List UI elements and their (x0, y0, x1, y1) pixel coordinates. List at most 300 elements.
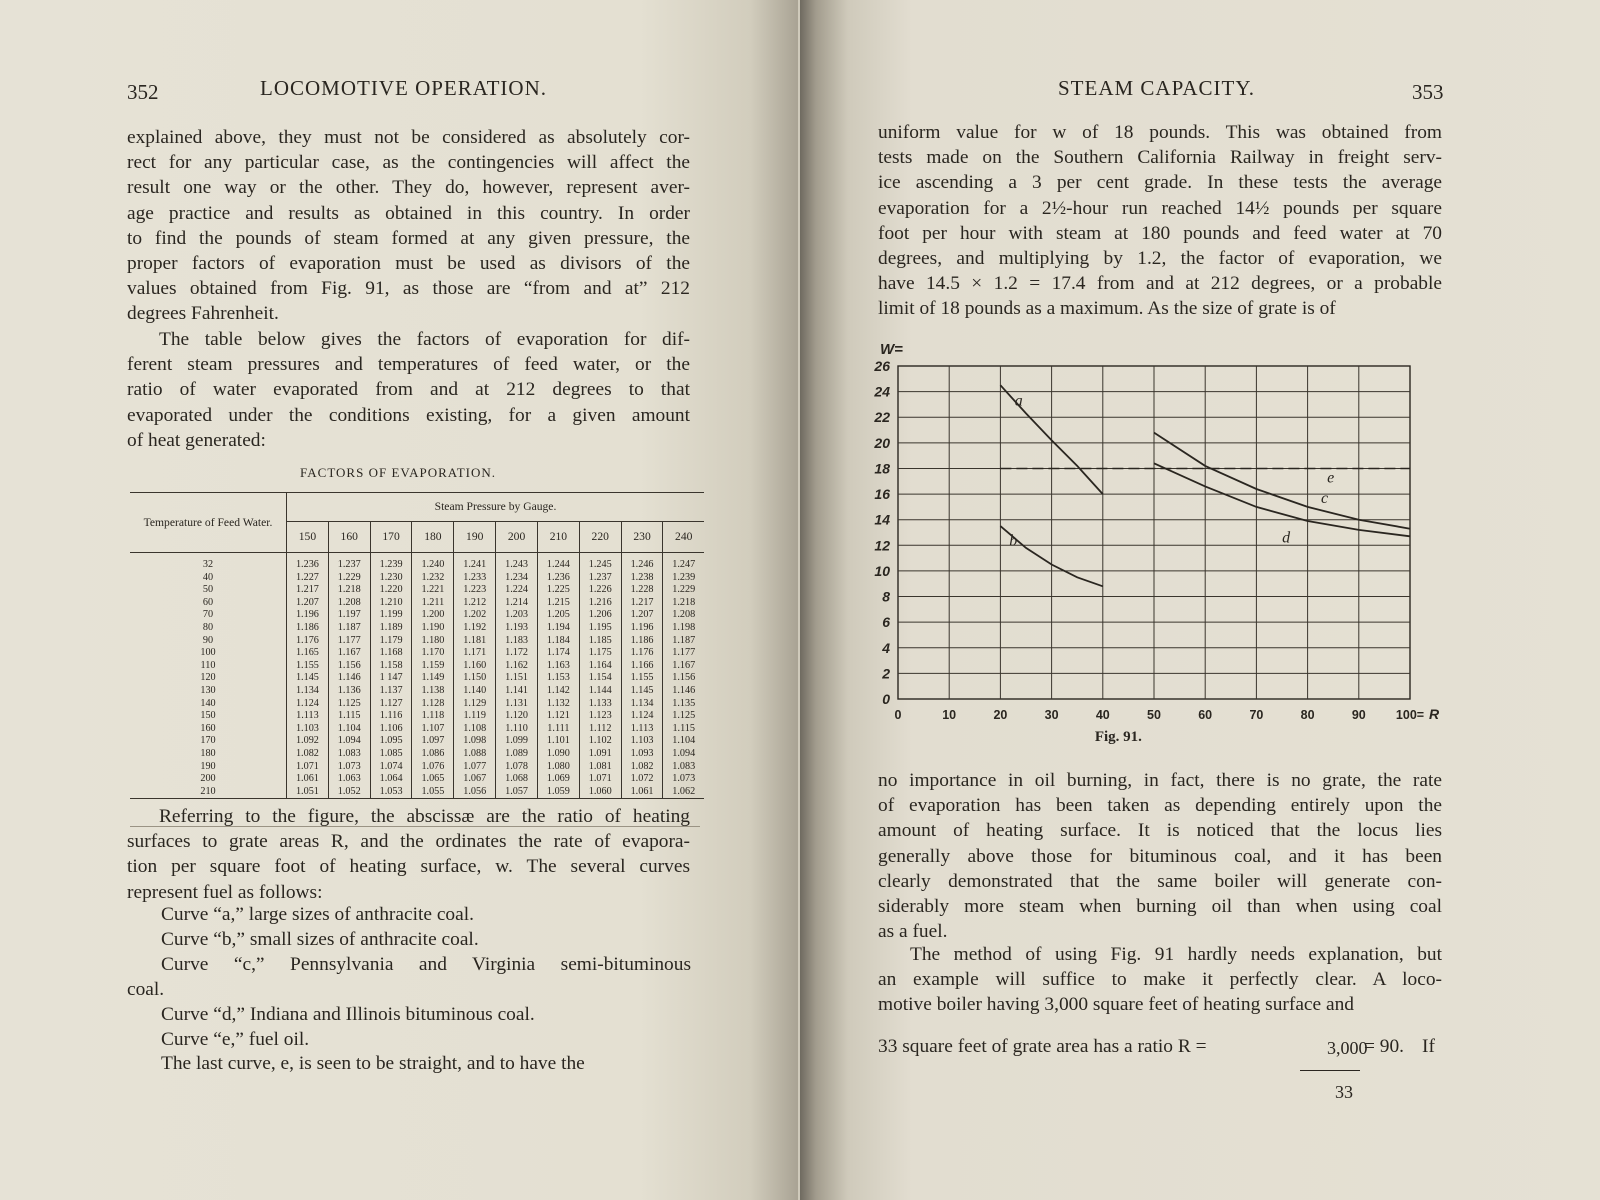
factor-cell: 1.135 (663, 698, 704, 711)
feed-water-temperature: 50 (202, 584, 214, 596)
factor-cell: 1.129 (454, 698, 496, 711)
factor-cell: 1.085 (370, 748, 412, 761)
text-line: result one way or the other. They do, however, represent aver- (127, 177, 690, 199)
factor-cell: 1.125 (328, 698, 370, 711)
factor-cell: 1.131 (496, 698, 538, 711)
factor-cell: 1.065 (412, 773, 454, 786)
pressure-column-header: 210 (537, 522, 579, 553)
factor-cell: 1.124 (621, 710, 663, 723)
factor-cell: 1.196 (287, 609, 329, 622)
text-line: explained above, they must not be considered as absolutely cor- (127, 127, 690, 148)
pressure-column-header: 150 (287, 522, 329, 553)
text-line: an example will suffice to make it perfectly clear. A loco- (878, 969, 1442, 991)
y-tick-label: 6 (882, 614, 890, 631)
factor-cell: 1.112 (579, 723, 621, 736)
text-line: degrees Fahrenheit. (127, 303, 279, 325)
feed-water-temperature: 100 (200, 647, 216, 659)
factor-cell: 1.247 (663, 553, 704, 572)
factor-cell: 1.218 (328, 584, 370, 597)
table-row (130, 698, 704, 711)
factor-cell: 1.145 (287, 672, 329, 685)
factor-cell: 1.099 (496, 735, 538, 748)
factor-cell: 1.061 (287, 773, 329, 786)
factor-cell: 1 147 (370, 672, 412, 685)
factor-cell: 1.244 (537, 553, 579, 572)
factor-cell: 1.177 (663, 647, 704, 660)
x-tick-label: 10 (942, 708, 957, 722)
factor-cell: 1.232 (412, 572, 454, 585)
factor-cell: 1.187 (663, 635, 704, 648)
left-page-number: 352 (127, 80, 159, 104)
curve-description: Curve “c,” Pennsylvania and Virginia semi-bituminous (161, 954, 691, 975)
factor-cell: 1.094 (328, 735, 370, 748)
factor-cell: 1.120 (496, 710, 538, 723)
factor-cell: 1.134 (287, 685, 329, 698)
x-tick-label: 50 (1147, 708, 1161, 722)
factor-cell: 1.141 (496, 685, 538, 698)
factor-cell: 1.072 (621, 773, 663, 786)
factor-cell: 1.239 (663, 572, 704, 585)
factor-cell: 1.071 (287, 761, 329, 774)
factor-cell: 1.184 (537, 635, 579, 648)
factor-cell: 1.228 (621, 584, 663, 597)
y-tick-label: 8 (882, 588, 890, 605)
table-row (130, 761, 704, 774)
factor-cell: 1.175 (579, 647, 621, 660)
x-tick-label: 40 (1095, 708, 1110, 722)
factor-cell: 1.199 (370, 609, 412, 622)
factor-cell: 1.166 (621, 660, 663, 673)
factors-of-evaporation-table (130, 492, 704, 799)
factor-cell: 1.068 (496, 773, 538, 786)
text-line: have 14.5 × 1.2 = 17.4 from and at 212 degrees, or a probable (878, 273, 1442, 295)
formula-trail: If (1422, 1036, 1435, 1057)
factor-cell: 1.053 (370, 786, 412, 799)
text-line: motive boiler having 3,000 square feet of heating surface and (878, 994, 1354, 1016)
factor-cell: 1.186 (287, 622, 329, 635)
curve-a-label: a (1014, 392, 1023, 410)
factor-cell: 1.149 (412, 672, 454, 685)
factor-cell: 1.195 (579, 622, 621, 635)
factor-cell: 1.097 (412, 735, 454, 748)
y-tick-label: 22 (874, 409, 890, 426)
factor-cell: 1.089 (496, 748, 538, 761)
table-caption: FACTORS OF EVAPORATION. (300, 465, 497, 480)
text-line: The table below gives the factors of evaporation for dif- (159, 329, 690, 350)
closing-line: The last curve, e, is seen to be straight, and to have the (161, 1053, 585, 1074)
factor-cell: 1.174 (537, 647, 579, 660)
table-row (130, 635, 704, 648)
text-line: as a fuel. (878, 921, 948, 943)
factor-cell: 1.121 (537, 710, 579, 723)
table-row (130, 723, 704, 736)
factor-cell: 1.153 (537, 672, 579, 685)
y-tick-label: 0 (882, 691, 890, 707)
curve-description: Curve “a,” large sizes of anthracite coal. (161, 904, 474, 925)
table-row (130, 584, 704, 597)
factor-cell: 1.181 (454, 635, 496, 648)
factor-cell: 1.205 (537, 609, 579, 622)
factor-cell: 1.094 (663, 748, 704, 761)
factor-cell: 1.102 (579, 735, 621, 748)
right-paragraph-2 (878, 768, 1442, 944)
pressure-column-header: 190 (454, 522, 496, 553)
factor-cell: 1.208 (328, 597, 370, 610)
factor-cell: 1.226 (579, 584, 621, 597)
factor-cell: 1.208 (663, 609, 704, 622)
factor-cell: 1.063 (328, 773, 370, 786)
factor-cell: 1.202 (454, 609, 496, 622)
factor-cell: 1.237 (328, 553, 370, 572)
text-line: Referring to the figure, the abscissæ are the ratio of heating (159, 806, 690, 827)
factor-cell: 1.241 (454, 553, 496, 572)
factor-cell: 1.052 (328, 786, 370, 799)
curve-description: Curve “d,” Indiana and Illinois bituminous coal. (161, 1004, 535, 1025)
y-tick-label: 2 (882, 665, 890, 682)
factor-cell: 1.144 (579, 685, 621, 698)
factor-cell: 1.198 (663, 622, 704, 635)
text-line: The method of using Fig. 91 hardly needs explanation, but (910, 944, 1442, 965)
left-paragraph-3 (127, 804, 690, 905)
pressure-column-header: 160 (328, 522, 370, 553)
factor-cell: 1.183 (496, 635, 538, 648)
y-tick-label: 4 (882, 639, 890, 656)
factor-cell: 1.125 (663, 710, 704, 723)
factor-cell: 1.185 (579, 635, 621, 648)
factor-cell: 1.216 (579, 597, 621, 610)
factor-cell: 1.233 (454, 572, 496, 585)
factor-cell: 1.073 (663, 773, 704, 786)
text-line: limit of 18 pounds as a maximum. As the size of grate is of (878, 298, 1336, 320)
feed-water-temperature: 32 (202, 559, 214, 570)
table-row (130, 609, 704, 622)
factor-cell: 1.056 (454, 786, 496, 799)
factor-cell: 1.078 (496, 761, 538, 774)
factor-cell: 1.168 (370, 647, 412, 660)
factor-cell: 1.159 (412, 660, 454, 673)
factor-cell: 1.101 (537, 735, 579, 748)
x-tick-label: 90 (1351, 708, 1366, 722)
factor-cell: 1.127 (370, 698, 412, 711)
factor-cell: 1.197 (328, 609, 370, 622)
factor-cell: 1.093 (621, 748, 663, 761)
factor-cell: 1.177 (328, 635, 370, 648)
factor-cell: 1.218 (663, 597, 704, 610)
figure-caption: Fig. 91. (1094, 729, 1142, 745)
x-tick-label: 70 (1249, 708, 1264, 722)
y-tick-label: 14 (874, 511, 890, 528)
factor-cell: 1.133 (579, 698, 621, 711)
factor-cell: 1.245 (579, 553, 621, 572)
text-line: degrees, and multiplying by 1.2, the factor of evaporation, we (878, 248, 1442, 270)
table-row (130, 553, 704, 572)
formula-denominator: 33 (1335, 1082, 1353, 1102)
factor-cell: 1.095 (370, 735, 412, 748)
right-page (800, 0, 1600, 1200)
text-line: tests made on the Southern California Railway in freight serv- (878, 147, 1442, 169)
text-line: clearly demonstrated that the same boiler will generate con- (878, 870, 1442, 892)
factor-cell: 1.118 (412, 710, 454, 723)
text-line: represent fuel as follows: (127, 881, 323, 903)
table-row (130, 647, 704, 660)
factor-cell: 1.108 (454, 723, 496, 736)
factor-cell: 1.236 (537, 572, 579, 585)
temperature-column-header: Temperature of Feed Water. (130, 493, 287, 553)
factor-cell: 1.206 (579, 609, 621, 622)
left-paragraph-1 (127, 125, 690, 327)
pressure-column-header: 200 (496, 522, 538, 553)
factor-cell: 1.207 (621, 609, 663, 622)
x-tick-label: 30 (1044, 708, 1059, 722)
factor-cell: 1.071 (579, 773, 621, 786)
feed-water-temperature: 190 (200, 760, 216, 772)
text-line: ice ascending a 3 per cent grade. In these tests the average (878, 172, 1442, 194)
factor-cell: 1.179 (370, 635, 412, 648)
steam-pressure-header: Steam Pressure by Gauge. (287, 493, 705, 522)
feed-water-temperature: 140 (200, 697, 216, 709)
formula-lead: 33 square feet of grate area has a ratio R = (878, 1036, 1207, 1057)
factor-cell: 1.086 (412, 748, 454, 761)
feed-water-temperature: 40 (202, 571, 214, 583)
factor-cell: 1.237 (579, 572, 621, 585)
factor-cell: 1.051 (287, 786, 329, 799)
feed-water-temperature: 60 (202, 596, 214, 608)
factor-cell: 1.104 (663, 735, 704, 748)
factor-cell: 1.240 (412, 553, 454, 572)
factor-cell: 1.142 (537, 685, 579, 698)
text-line: evaporation for a 2½-hour run reached 14½ pounds per square (878, 197, 1442, 219)
text-line: of heat generated: (127, 429, 266, 451)
text-line: values obtained from Fig. 91, as those are “from and at” 212 (127, 278, 690, 300)
factor-cell: 1.155 (621, 672, 663, 685)
feed-water-temperature: 130 (200, 684, 216, 696)
curve-d-label: d (1282, 529, 1291, 547)
factor-cell: 1.145 (621, 685, 663, 698)
pressure-column-header: 240 (663, 522, 704, 553)
factor-cell: 1.176 (287, 635, 329, 648)
factor-cell: 1.196 (621, 622, 663, 635)
formula-numerator: 3,000 (1327, 1038, 1368, 1058)
factor-cell: 1.107 (412, 723, 454, 736)
curve-e-label: e (1327, 469, 1335, 487)
factor-cell: 1.104 (328, 723, 370, 736)
factor-cell: 1.055 (412, 786, 454, 799)
left-running-head: LOCOMOTIVE OPERATION. (260, 76, 547, 100)
factor-cell: 1.146 (663, 685, 704, 698)
text-line: tion per square foot of heating surface, w. The several curves (127, 856, 690, 878)
factor-cell: 1.162 (496, 660, 538, 673)
table-row (130, 735, 704, 748)
factor-cell: 1.229 (663, 584, 704, 597)
factor-cell: 1.073 (328, 761, 370, 774)
factor-cell: 1.217 (621, 597, 663, 610)
factor-cell: 1.224 (496, 584, 538, 597)
table-row (130, 773, 704, 786)
text-line: of evaporation has been taken as depending entirely upon the (878, 795, 1442, 817)
factor-cell: 1.193 (496, 622, 538, 635)
factor-cell: 1.124 (287, 698, 329, 711)
factor-cell: 1.150 (454, 672, 496, 685)
factor-cell: 1.194 (537, 622, 579, 635)
factor-cell: 1.081 (579, 761, 621, 774)
factor-cell: 1.200 (412, 609, 454, 622)
factor-cell: 1.171 (454, 647, 496, 660)
feed-water-temperature: 150 (200, 710, 216, 722)
table-row (130, 622, 704, 635)
factor-cell: 1.212 (454, 597, 496, 610)
factor-cell: 1.156 (328, 660, 370, 673)
factor-cell: 1.215 (537, 597, 579, 610)
factor-cell: 1.128 (412, 698, 454, 711)
factor-cell: 1.186 (621, 635, 663, 648)
x-tick-label: 80 (1300, 708, 1315, 722)
text-line: no importance in oil burning, in fact, there is no grate, the rate (878, 770, 1442, 791)
factor-cell: 1.243 (496, 553, 538, 572)
feed-water-temperature: 200 (200, 773, 216, 785)
factor-cell: 1.090 (537, 748, 579, 761)
factor-cell: 1.210 (370, 597, 412, 610)
factor-cell: 1.082 (287, 748, 329, 761)
factor-cell: 1.076 (412, 761, 454, 774)
factor-cell: 1.061 (621, 786, 663, 799)
factor-cell: 1.062 (663, 786, 704, 799)
y-tick-label: 24 (874, 383, 890, 400)
left-paragraph-2 (127, 327, 690, 453)
curve-b-label: b (1009, 532, 1018, 550)
factor-cell: 1.113 (621, 723, 663, 736)
feed-water-temperature: 170 (200, 735, 216, 747)
factor-cell: 1.067 (454, 773, 496, 786)
table-row (130, 685, 704, 698)
table-body (130, 553, 704, 799)
factor-cell: 1.154 (579, 672, 621, 685)
factor-cell: 1.192 (454, 622, 496, 635)
factor-cell: 1.111 (537, 723, 579, 736)
factor-cell: 1.064 (370, 773, 412, 786)
x-axis-label: R (1429, 706, 1440, 722)
factor-cell: 1.091 (579, 748, 621, 761)
y-tick-label: 26 (874, 358, 890, 374)
factor-cell: 1.140 (454, 685, 496, 698)
left-page (0, 0, 798, 1200)
factor-cell: 1.119 (454, 710, 496, 723)
table-row (130, 748, 704, 761)
table-row (130, 660, 704, 673)
table-row (130, 710, 704, 723)
factor-cell: 1.190 (412, 622, 454, 635)
evaporation-chart (870, 338, 1460, 758)
text-line: age practice and results as obtained in this country. In order (127, 202, 690, 224)
curve-description: Curve “e,” fuel oil. (161, 1029, 310, 1050)
text-line: siderably more steam when burning oil than when using coal (878, 896, 1442, 918)
factor-cell: 1.083 (663, 761, 704, 774)
factor-cell: 1.236 (287, 553, 329, 572)
factor-cell: 1.123 (579, 710, 621, 723)
factor-cell: 1.230 (370, 572, 412, 585)
factor-cell: 1.165 (287, 647, 329, 660)
text-line: surfaces to grate areas R, and the ordinates the rate of evapora- (127, 831, 690, 853)
factor-cell: 1.083 (328, 748, 370, 761)
factor-cell: 1.163 (537, 660, 579, 673)
factor-cell: 1.229 (328, 572, 370, 585)
factor-cell: 1.214 (496, 597, 538, 610)
factor-cell: 1.239 (370, 553, 412, 572)
pressure-column-header: 180 (412, 522, 454, 553)
factor-cell: 1.134 (621, 698, 663, 711)
feed-water-temperature: 80 (202, 621, 214, 633)
factor-cell: 1.155 (287, 660, 329, 673)
text-line: proper factors of evaporation must be used as divisors of the (127, 253, 690, 275)
right-page-number: 353 (1412, 80, 1444, 104)
factor-cell: 1.103 (621, 735, 663, 748)
text-line: to find the pounds of steam formed at any given pressure, the (127, 227, 690, 249)
formula-result: = 90. (1364, 1036, 1405, 1057)
factor-cell: 1.170 (412, 647, 454, 660)
table-row (130, 672, 704, 685)
factor-cell: 1.103 (287, 723, 329, 736)
y-axis-label: W= (880, 341, 903, 358)
right-paragraph-3 (878, 942, 1442, 1018)
factor-cell: 1.106 (370, 723, 412, 736)
text-line: ferent steam pressures and temperatures of feed water, or the (127, 354, 690, 376)
factor-cell: 1.160 (454, 660, 496, 673)
factor-cell: 1.060 (579, 786, 621, 799)
x-tick-label: 100= (1395, 708, 1425, 722)
factor-cell: 1.156 (663, 672, 704, 685)
factor-cell: 1.137 (370, 685, 412, 698)
y-tick-label: 16 (874, 486, 890, 503)
curve-d-line (1154, 463, 1410, 536)
factor-cell: 1.176 (621, 647, 663, 660)
table-row (130, 786, 704, 799)
curve-description: Curve “b,” small sizes of anthracite coal. (161, 929, 479, 950)
factor-cell: 1.098 (454, 735, 496, 748)
pressure-column-header: 220 (579, 522, 621, 553)
table-row (130, 597, 704, 610)
factor-cell: 1.057 (496, 786, 538, 799)
y-tick-label: 10 (874, 562, 890, 579)
factor-cell: 1.234 (496, 572, 538, 585)
factor-cell: 1.203 (496, 609, 538, 622)
factor-cell: 1.221 (412, 584, 454, 597)
y-tick-label: 12 (874, 537, 890, 554)
factor-cell: 1.080 (537, 761, 579, 774)
right-paragraph-1 (878, 120, 1442, 322)
y-tick-label: 20 (874, 434, 890, 451)
factor-cell: 1.227 (287, 572, 329, 585)
formula-fraction-bar (1300, 1070, 1360, 1071)
factor-cell: 1.092 (287, 735, 329, 748)
text-line: generally above those for bituminous coal, and it has been (878, 845, 1442, 867)
factor-cell: 1.246 (621, 553, 663, 572)
feed-water-temperature: 70 (202, 609, 214, 621)
factor-cell: 1.132 (537, 698, 579, 711)
text-line: foot per hour with steam at 180 pounds and feed water at 70 (878, 222, 1442, 244)
factor-cell: 1.136 (328, 685, 370, 698)
factor-cell: 1.069 (537, 773, 579, 786)
factor-cell: 1.211 (412, 597, 454, 610)
feed-water-temperature: 210 (200, 785, 216, 797)
factor-cell: 1.217 (287, 584, 329, 597)
factor-cell: 1.146 (328, 672, 370, 685)
factor-cell: 1.207 (287, 597, 329, 610)
factor-cell: 1.167 (663, 660, 704, 673)
factor-cell: 1.189 (370, 622, 412, 635)
factor-cell: 1.088 (454, 748, 496, 761)
factor-cell: 1.138 (412, 685, 454, 698)
x-tick-label: 60 (1198, 708, 1213, 722)
factor-cell: 1.167 (328, 647, 370, 660)
